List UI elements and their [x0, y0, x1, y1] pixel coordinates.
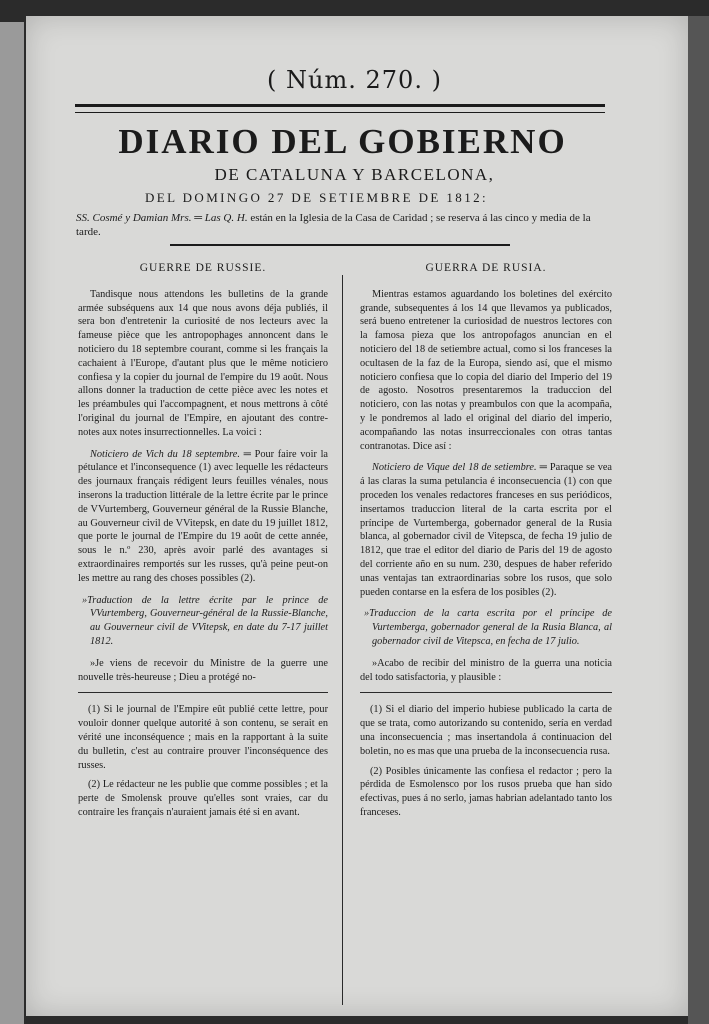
issue-number: ( Núm. 270. )	[267, 66, 442, 94]
left-para-2	[78, 448, 328, 586]
right-note-1: (1) Si el diario del imperio hubiese publicado la carta de que se trata, como autorizando su contenido, sería en verdad una inconsecuencia ; mas insertandola á continuacion del boletin, no es mas que una prueba de la inconsecuencia rusa.	[360, 704, 612, 757]
left-column-french	[78, 262, 328, 826]
masthead-title: DIARIO DEL GOBIERNO	[118, 122, 567, 161]
column-divider	[342, 275, 343, 1005]
right-para-4: »Acabo de recibir del ministro de la guerra una noticia del todo satisfactoria, y plausible :	[360, 657, 612, 683]
saints-rest: están en la Iglesia de la Casa de Caridad ; se reserva á las cinco y media de la tarde.	[76, 212, 591, 238]
right-para-2-italic: Noticiero de Vique del 18 de setiembre.	[372, 462, 537, 474]
left-note-2: (2) Le rédacteur ne les publie que comme possibles ; et la perte de Smolensk prouve qu'elles sont vraies, car du contraire les français n'auraient jamais été si en avant.	[78, 779, 328, 818]
right-para-1: Mientras estamos aguardando los boletines del exército grande, subsequentes á los 14 que llevamos ya publicados, será bueno entretener la curiosidad de nuestros lectores con la famosa pieza que los antropofagos anuncian en el noticiero del 18 de setiembre actual, como si los franceses la ocultasen de la faz de la Europa, siendo así, que el mismo noticiero confiesa que lo copia del diario del Imperio del 19 de agosto. Nosotros presentaremos la traduccion del noticiero, con las notas y preambulos con que la acompaña, y le pondremos al lado el original del diario del imperio, acompañando las notas insurreccionales con otras tantas contranotas. Dice así :	[360, 288, 612, 452]
right-para-2	[360, 461, 612, 599]
left-heading: GUERRE DE RUSSIE.	[139, 262, 267, 274]
left-para-3: »Traduction de la lettre écrite par le prince de VVurtemberg, Gouverneur-général de la Russie-Blanche, au Gouverneur civil de VVitepsk, en date du 7-17 juillet 1812.	[82, 594, 328, 647]
saints-italic: SS. Cosmé y Damian Mrs. ═ Las Q. H.	[76, 212, 248, 224]
left-para-2-rest: ═ Pour faire voir la pétulance et l'inconsequence (1) avec lequelle les rédacteurs des journaux français rédigent leurs feuilles vénales, nous inserons la traduction littérale de la lettre écrite par le prince de VVurtemberg, Gouverneur général de la Russie Blanche, au Gouverneur civil de VVitepsk, en date du 19 juillet 1812, que porte le journal de l'Empire du 19 août de cette année, sous le n.º 230, après avoir parlé des avantages si extraordinaires remportés sur les russes, qu'à peine peut-on les mettre au rang des choses possibles (2).	[78, 448, 328, 584]
left-notes-rule	[78, 692, 328, 693]
section-rule	[170, 244, 510, 246]
right-notes-rule	[360, 692, 612, 693]
right-para-3: »Traduccion de la carta escrita por el príncipe de Vurtemberga, gobernador general de la Rusia Blanca, al gobernador civil de Vitepsca, en fecha de 17 julio.	[364, 608, 612, 647]
right-para-2-rest: ═ Paraque se vea á las claras la suma petulancia é inconsecuencia (1) con que proceden los venales redactores franceses en sus periódicos, insertamos traduccion literal de la carta escrita por el príncipe de Vurtemberga, gobernador general de la Rusia blanca, al gobernador civil de Vitepsca, de fecha 19 julio de 1812, que trae el editor del diario de Paris del 19 de agosto del corriente año en su num. 230, despues de haber referido unas ventajas tan extraordinarias sobre los rusos, que solo pueden contarse en la esfera de los posibles (2).	[360, 462, 613, 598]
dateline: DEL DOMINGO 27 DE SETIEMBRE DE 1812:	[145, 190, 489, 205]
header-rule	[75, 104, 605, 113]
left-para-2-italic: Noticiero de Vich du 18 septembre.	[90, 448, 240, 460]
right-column-spanish	[360, 262, 612, 826]
right-note-2: (2) Posibles únicamente las confiesa el redactor ; pero la pérdida de Esmolensco por los rusos prueba que han sido efectivas, pues á no serlo, jamas habrian adelantado tanto los franceses.	[360, 765, 612, 818]
left-para-4: »Je viens de recevoir du Ministre de la guerre une nouvelle très-heureuse ; Dieu a protégé no-	[78, 657, 328, 683]
masthead-subtitle: DE CATALUNA Y BARCELONA,	[214, 165, 495, 184]
saints-notice	[76, 211, 611, 239]
right-heading: GUERRA DE RUSIA.	[425, 262, 547, 274]
left-note-1: (1) Si le journal de l'Empire eût publié cette lettre, pour vouloir donner quelque autorité à son contenu, se serait en vérité une inconséquence ; mais en la rapportant à la suite du bulletin, c'est au contraire prouver l'inconséquence des russes.	[78, 704, 328, 771]
left-para-1: Tandisque nous attendons les bulletins de la grande armée subséquens aux 14 que nous avons déja publiés, il sera bon d'entretenir la curiosité de nos lecteurs avec la fameuse pièce que les antropophages annoncent dans le noticiero du 18 septembre courant, comme si les français la cachaient à l'Europe, d'autant plus que le même noticiero confiesa y la copier du journal de l'empire du 19 août. Nous allons donner la traduction de cette pièce avec les notes et les préambules qui l'accompagnent, et nous mettrons à côté l'original du journal de l'Empire, en ajoutant des contre-notes aux notes insurrectionnelles. La voici :	[78, 288, 328, 438]
